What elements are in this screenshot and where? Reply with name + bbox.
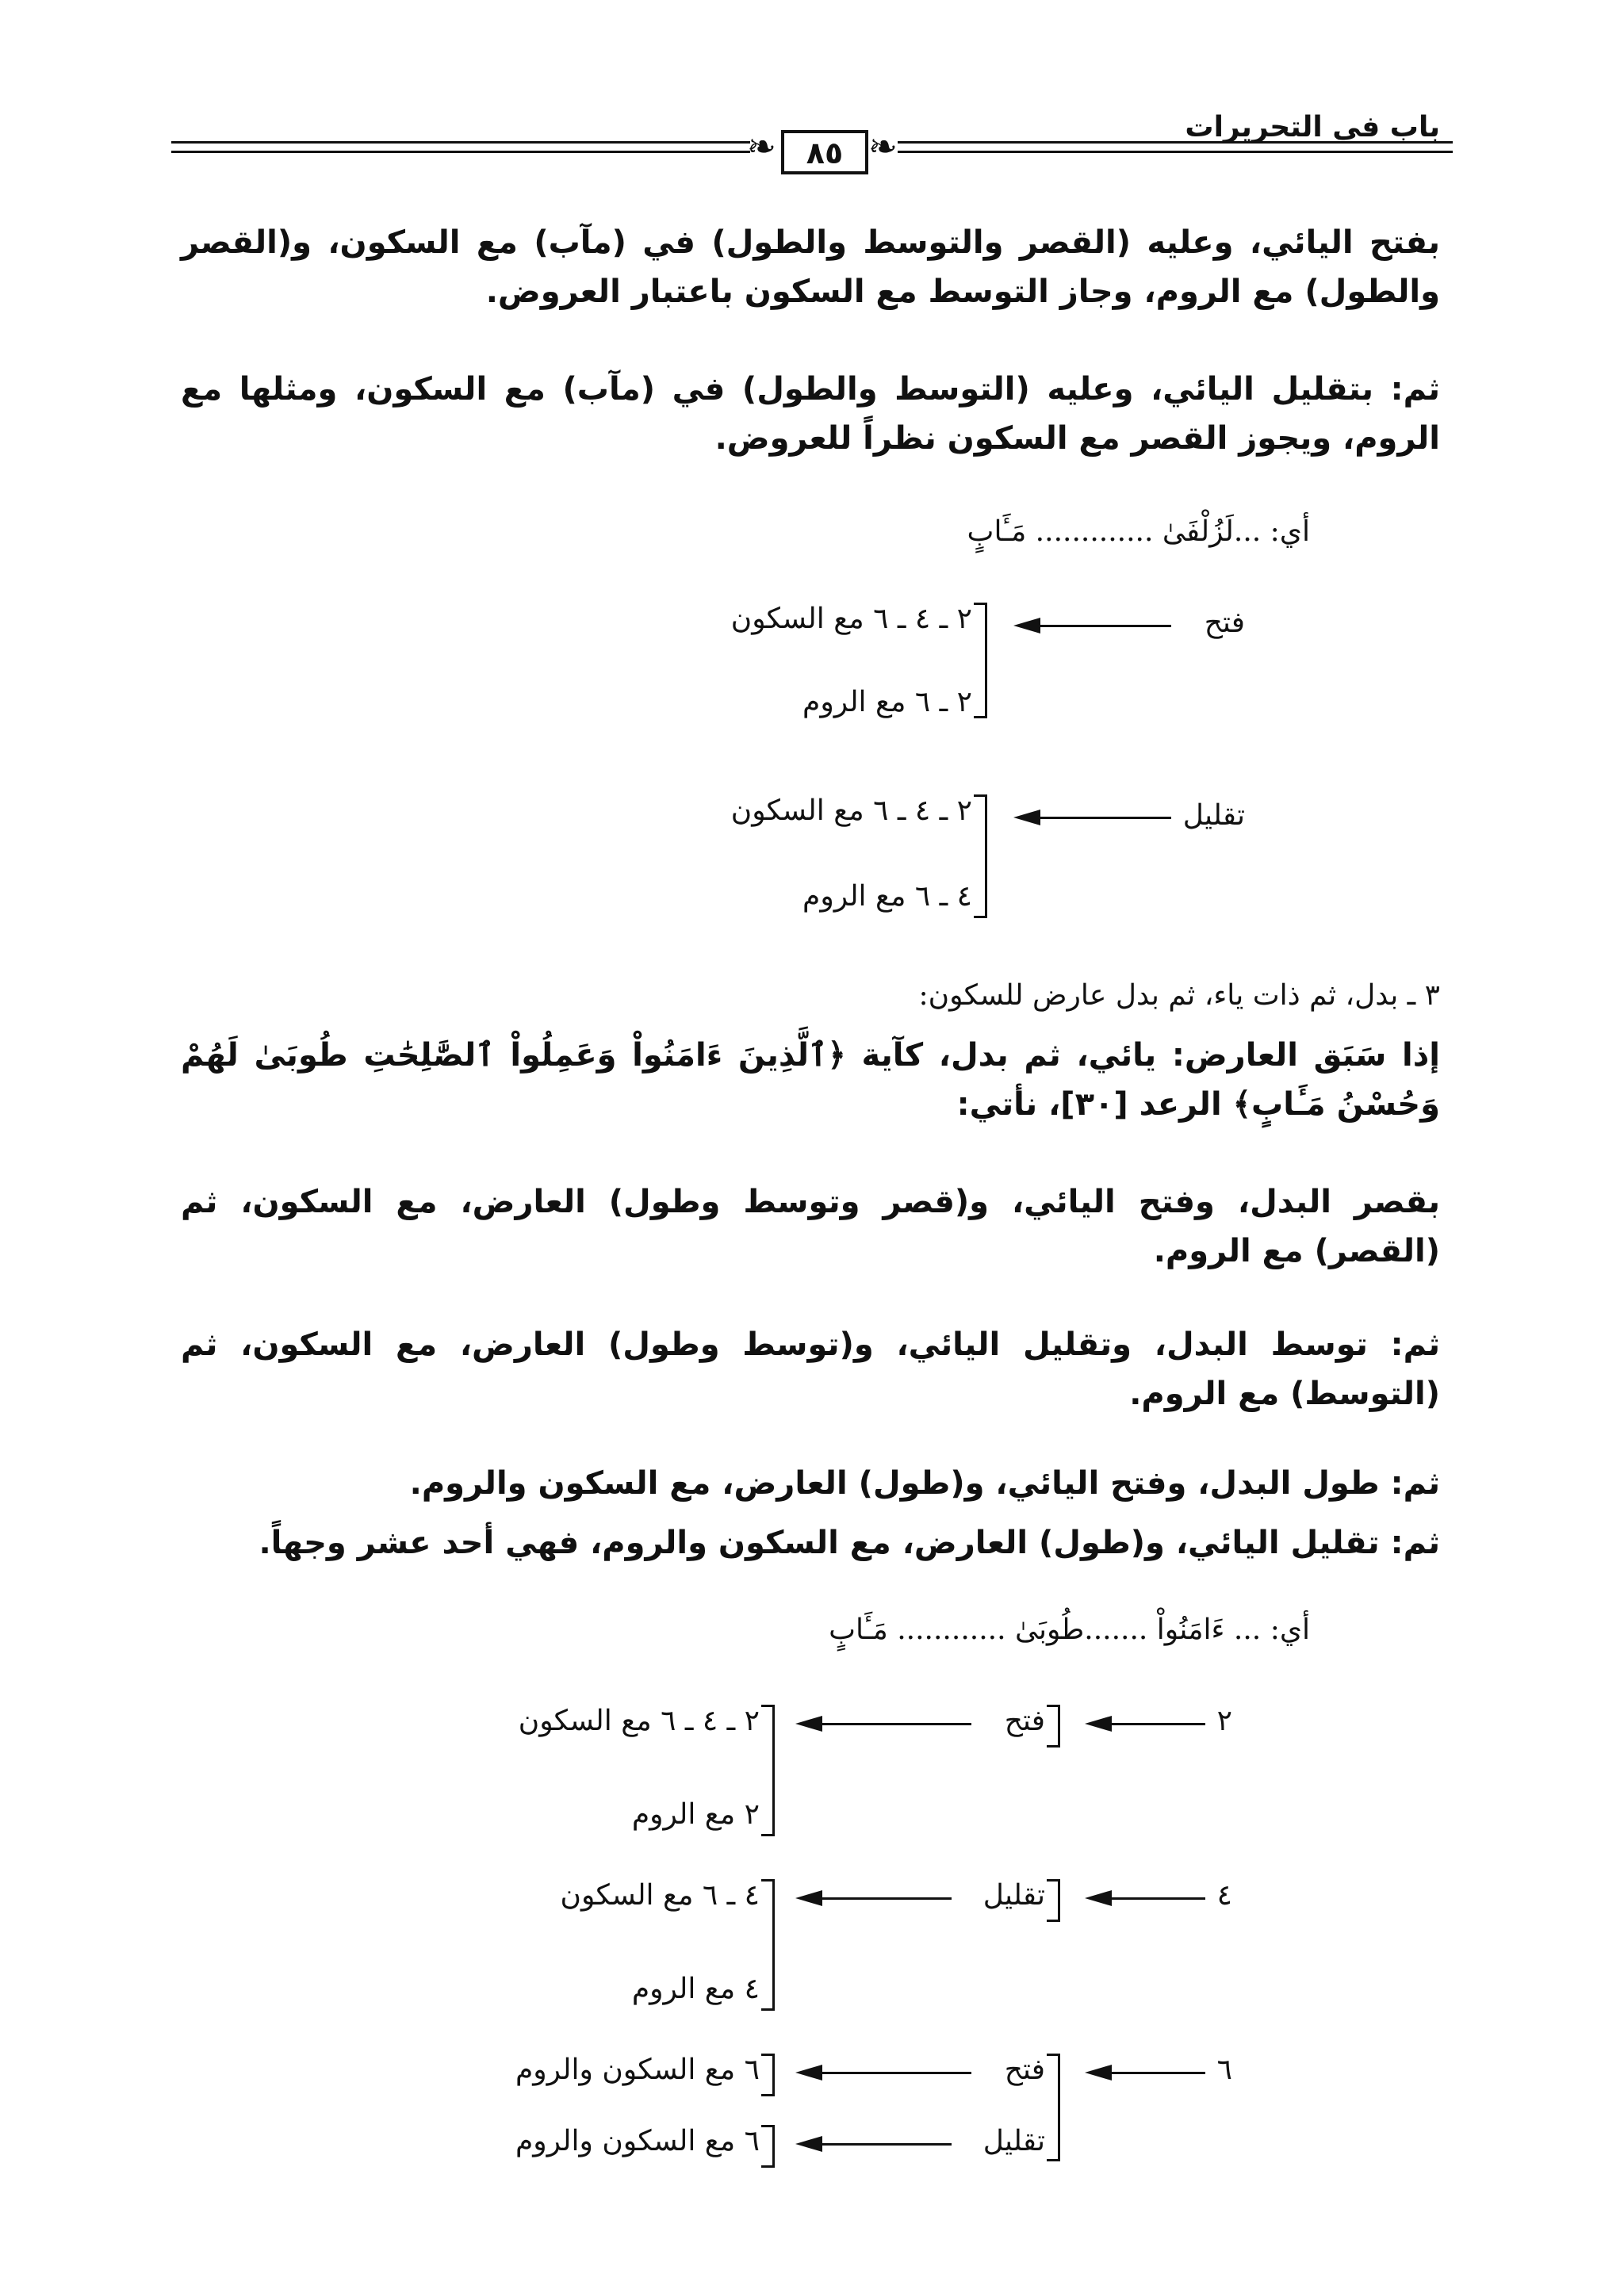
paragraph-5: بقصر البدل، وفتح اليائي، و(قصر وتوسط وطول) العارض، مع السكون، ثم (القصر) مع الروم. [181, 1184, 1440, 1269]
header-rule-left-top [171, 141, 750, 144]
diagram2-row1: ٢ ـ ٤ ـ ٦ مع السكون [518, 1705, 760, 1737]
diagram2-num-4: ٤ [1216, 1879, 1232, 1912]
diagram2-bracket-row5 [761, 2054, 775, 2096]
diagram2-line-4 [1106, 1897, 1205, 1900]
diagram1-fath-label: فتح [1204, 607, 1245, 639]
diagram1-taqlil-label: تقليل [1182, 799, 1245, 832]
ornament-left-icon: ❧ [747, 127, 776, 167]
diagram2-arrow-4-icon [1085, 1890, 1112, 1906]
diagram2-line-fath-a [817, 1723, 971, 1725]
diagram1-caption: أي: ...لَزُلْفَىٰ ............. مَـَٔابٍ [967, 515, 1310, 548]
header-rule-right-top [898, 141, 1453, 144]
diagram2-row3: ٤ ـ ٦ مع السكون [560, 1879, 760, 1912]
diagram2-arrow-fath-a-icon [795, 1716, 822, 1732]
diagram2-bracket-row-1-2 [761, 1705, 775, 1836]
diagram1-fath-row2: ٢ ـ ٦ مع الروم [802, 686, 972, 718]
diagram2-num-2: ٢ [1216, 1705, 1232, 1737]
diagram1-fath-bracket [974, 603, 987, 718]
diagram2-row2: ٢ مع الروم [631, 1798, 760, 1831]
diagram2-bracket-6 [1047, 2054, 1060, 2161]
diagram2-arrow-fath-b-icon [795, 2065, 822, 2081]
paragraph-4: إذا سَبَق العارض: يائي، ثم بدل، كآية ﴿ٱلَّذِينَ ءَامَنُواْ وَعَمِلُواْ ٱلصَّٰلِحَٰتِ طُوبَىٰ لَهُمْ وَحُسْنُ مَـَٔابٍ﴾ الرعد [٣٠]، نأتي: [181, 1037, 1440, 1123]
diagram2-fath-label-b: فتح [1004, 2054, 1045, 2086]
ornament-right-icon: ❧ [868, 127, 898, 167]
diagram2-fath-label-a: فتح [1004, 1705, 1045, 1737]
diagram2-arrow-6-icon [1085, 2065, 1112, 2081]
diagram2-arrow-taqlil-a-icon [795, 1890, 822, 1906]
paragraph-7: ثم: طول البدل، وفتح اليائي، و(طول) العارض، مع السكون والروم. [409, 1465, 1440, 1502]
diagram2-row4: ٤ مع الروم [631, 1973, 760, 2005]
paragraph-2: ثم: بتقليل اليائي، وعليه (التوسط والطول) في (مآب) مع السكون، ومثلها مع الروم، ويجوز القصر مع السكون نظراً للعروض. [181, 371, 1440, 457]
diagram1-taqlil-arrow-icon [1013, 810, 1040, 825]
diagram2-taqlil-label-a: تقليل [982, 1879, 1045, 1912]
page-number: ٨٥ [781, 130, 868, 174]
diagram2-line-6 [1106, 2072, 1205, 2074]
diagram2-arrow-taqlil-b-icon [795, 2136, 822, 2152]
diagram2-taqlil-label-b: تقليل [982, 2125, 1045, 2157]
paragraph-6: ثم: توسط البدل، وتقليل اليائي، و(توسط وطول) العارض، مع السكون، ثم (التوسط) مع الروم. [181, 1326, 1440, 1412]
diagram2-bracket-row-3-4 [761, 1879, 775, 2011]
diagram2-line-taqlil-b [817, 2143, 952, 2146]
diagram2-line-taqlil-a [817, 1897, 952, 1900]
diagram2-row5: ٦ مع السكون والروم [515, 2054, 760, 2086]
diagram2-line-fath-b [817, 2072, 971, 2074]
diagram2-caption: أي: ... ءَامَنُواْ .......طُوبَىٰ ............ مَـَٔابٍ [829, 1614, 1310, 1646]
header-rule-right-bottom [898, 151, 1453, 153]
diagram2-row6: ٦ مع السكون والروم [515, 2125, 760, 2157]
diagram1-fath-row1: ٢ ـ ٤ ـ ٦ مع السكون [730, 603, 972, 635]
paragraph-3: ٣ ـ بدل، ثم ذات ياء، ثم بدل عارض للسكون: [918, 979, 1440, 1012]
paragraph-8: ثم: تقليل اليائي، و(طول) العارض، مع السكون والروم، فهي أحد عشر وجهاً. [259, 1525, 1440, 1561]
diagram1-taqlil-line [1035, 817, 1171, 819]
diagram1-taqlil-row2: ٤ ـ ٦ مع الروم [802, 880, 972, 913]
diagram2-taqlil-bracket-a [1047, 1879, 1060, 1922]
diagram1-taqlil-bracket [974, 794, 987, 918]
diagram1-fath-arrow-icon [1013, 618, 1040, 634]
diagram2-line-2 [1106, 1723, 1205, 1725]
diagram2-arrow-2-icon [1085, 1716, 1112, 1732]
diagram2-num-6: ٦ [1216, 2054, 1232, 2086]
diagram1-taqlil-row1: ٢ ـ ٤ ـ ٦ مع السكون [730, 794, 972, 827]
diagram1-fath-line [1035, 625, 1171, 627]
header-rule-left-bottom [171, 151, 750, 153]
paragraph-1: بفتح اليائي، وعليه (القصر والتوسط والطول) في (مآب) مع السكون، و(القصر والطول) مع الروم، وجاز التوسط مع السكون باعتبار العروض. [181, 224, 1440, 310]
diagram2-bracket-row6 [761, 2125, 775, 2168]
running-header-title: باب في التحريرات [1185, 111, 1440, 144]
diagram2-fath-bracket-a [1047, 1705, 1060, 1748]
